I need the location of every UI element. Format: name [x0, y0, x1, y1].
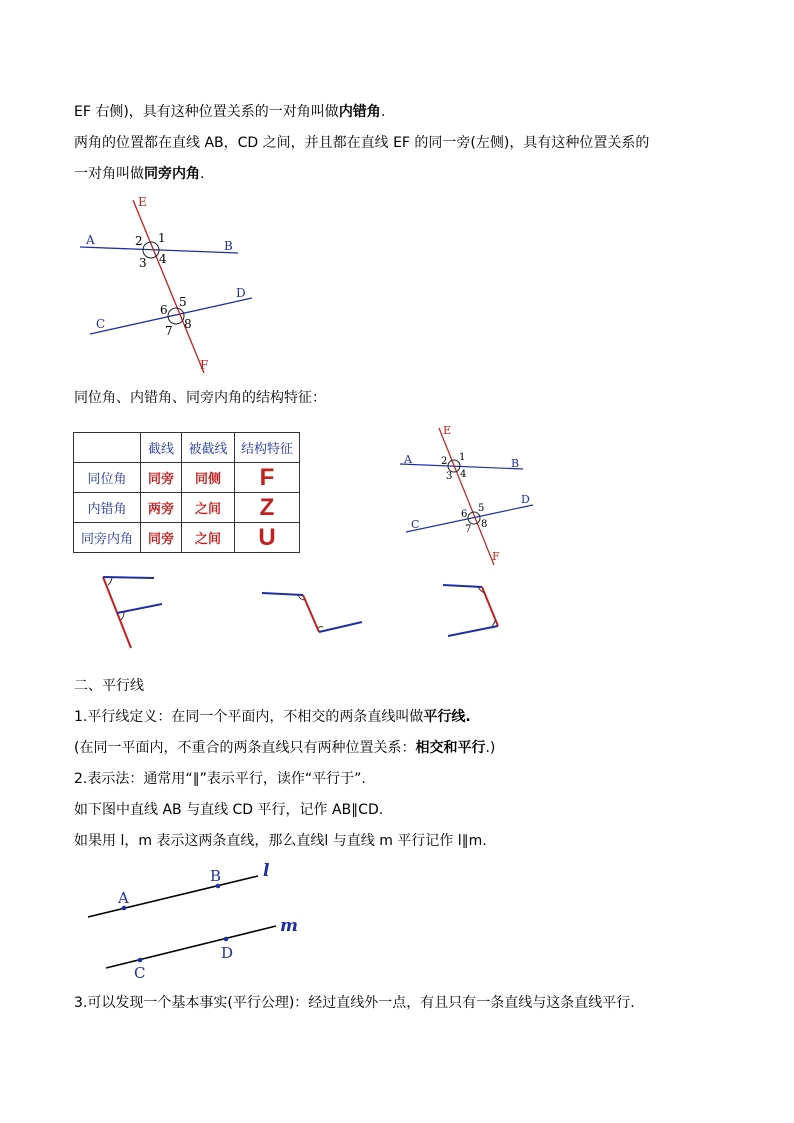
- parallel-notation: 2.表示法：通常用“∥”表示平行，读作“平行于”.: [74, 771, 366, 787]
- label-a: A: [118, 889, 129, 907]
- parallel-example-ab-cd: 如下图中直线 AB 与直线 CD 平行，记作 AB∥CD.: [74, 802, 384, 818]
- label-d: D: [521, 493, 530, 506]
- section-title-parallel-lines: 二、平行线: [74, 678, 144, 694]
- row-cutted: 同侧: [182, 463, 235, 493]
- angle-5: 5: [478, 503, 485, 514]
- point-d: [224, 937, 229, 942]
- label-d: D: [236, 286, 246, 300]
- parallel-example-l-m: 如果用 l，m 表示这两条直线，那么直线l 与直线 m 平行记作 l∥m.: [74, 833, 487, 849]
- label-a: A: [404, 453, 412, 466]
- row-cutted: 之间: [182, 523, 235, 553]
- angle-4: 4: [159, 252, 167, 266]
- label-b: B: [224, 239, 233, 253]
- angle-7: 7: [465, 524, 472, 535]
- text: 1.平行线定义：在同一个平面内，不相交的两条直线叫做: [74, 709, 424, 725]
- label-c: C: [411, 518, 420, 531]
- term-intersect-parallel: 相交和平行: [415, 740, 486, 756]
- angle-3: 3: [446, 471, 453, 482]
- angle-4: 4: [460, 469, 467, 480]
- term-interior-angles: 同旁内角: [144, 166, 200, 182]
- angle-1: 1: [158, 231, 166, 245]
- label-e: E: [443, 424, 452, 437]
- table-header-cell: 截线: [141, 433, 182, 463]
- table-header-cell: 结构特征: [235, 433, 300, 463]
- row-shape: U: [235, 523, 300, 553]
- line-l: [88, 876, 258, 917]
- label-e: E: [138, 195, 147, 209]
- row-shape: Z: [235, 493, 300, 523]
- text: .: [380, 104, 386, 120]
- term-alternate-angles: 内错角: [338, 104, 381, 120]
- row-shape: F: [235, 463, 300, 493]
- text: .: [200, 166, 205, 182]
- row-name: 同位角: [74, 463, 141, 493]
- label-f: F: [492, 550, 500, 563]
- text: (在同一平面内，不重合的两条直线只有两种位置关系：: [74, 740, 416, 756]
- label-b: B: [210, 867, 222, 885]
- label-a: A: [86, 233, 95, 247]
- row-cutted: 之间: [182, 493, 235, 523]
- angle-1: 1: [459, 452, 466, 463]
- text: EF 右侧)，具有这种位置关系的一对角叫做: [74, 104, 339, 120]
- label-m: m: [280, 916, 298, 936]
- angle-3: 3: [139, 256, 147, 270]
- line-m: [106, 926, 276, 968]
- label-c: C: [134, 964, 146, 982]
- row-cut: 同旁: [141, 523, 182, 553]
- angle-2: 2: [135, 234, 143, 248]
- paragraph-interior-angles-line1: 两角的位置都在直线 AB，CD 之间，并且都在直线 EF 的同一旁(左侧)，具有这种位置关系的: [74, 135, 650, 151]
- angle-6: 6: [160, 303, 168, 317]
- row-cut: 同旁: [141, 463, 182, 493]
- paragraph-structure-features: 同位角、内错角、同旁内角的结构特征：: [74, 390, 326, 406]
- angle-8: 8: [184, 317, 192, 331]
- angle-8: 8: [481, 519, 488, 530]
- label-b: B: [511, 457, 520, 470]
- table-header-cell: 被截线: [182, 433, 235, 463]
- point-c: [138, 958, 143, 963]
- label-f: F: [200, 358, 209, 372]
- row-name: 内错角: [74, 493, 141, 523]
- parallel-axiom: 3.可以发现一个基本事实(平行公理)：经过直线外一点，有且只有一条直线与这条直线平行.: [74, 995, 635, 1011]
- label-l: l: [263, 861, 270, 881]
- angle-6: 6: [461, 509, 468, 520]
- label-d: D: [221, 944, 234, 962]
- term-parallel-lines: 平行线.: [423, 709, 471, 725]
- text: .): [485, 740, 496, 756]
- label-c: C: [96, 317, 106, 331]
- angle-7: 7: [165, 324, 173, 338]
- row-cut: 两旁: [141, 493, 182, 523]
- angle-5: 5: [179, 295, 187, 309]
- row-name: 同旁内角: [74, 523, 141, 553]
- angle-2: 2: [441, 456, 448, 467]
- text: 一对角叫做: [74, 166, 144, 182]
